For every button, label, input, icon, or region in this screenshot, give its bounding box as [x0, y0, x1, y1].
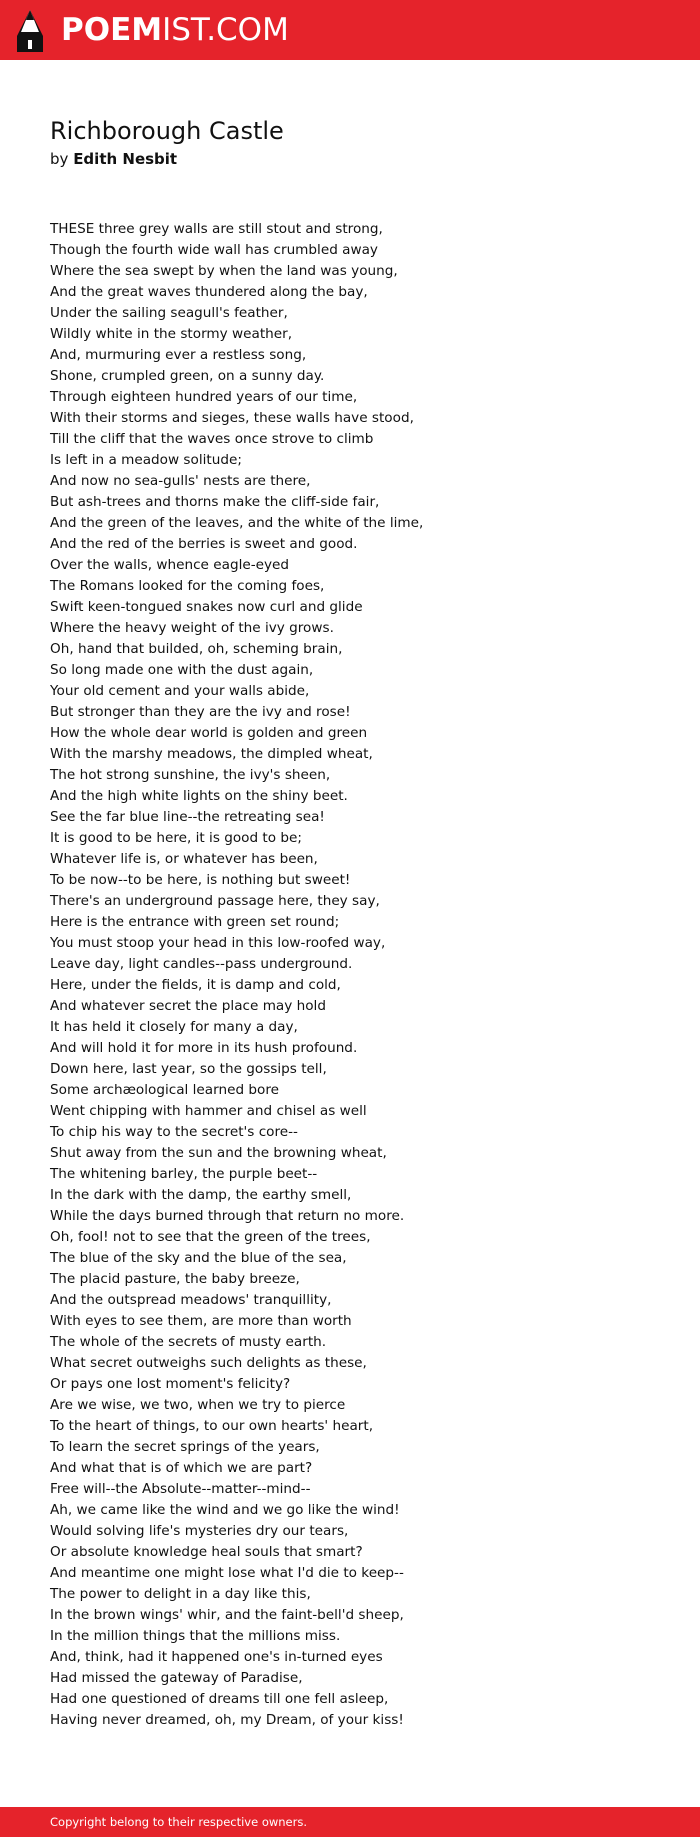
- poem-line: Having never dreamed, oh, my Dream, of your kiss!: [50, 1712, 404, 1728]
- poem-line: The Romans looked for the coming foes,: [50, 578, 325, 594]
- poem-line: You must stoop your head in this low-roofed way,: [50, 935, 386, 951]
- poem-line: And the outspread meadows' tranquillity,: [50, 1292, 332, 1308]
- poem-line: Till the cliff that the waves once strove to climb: [50, 431, 374, 447]
- poem-line: With eyes to see them, are more than worth: [50, 1313, 352, 1329]
- poem-line: Oh, hand that builded, oh, scheming brain,: [50, 641, 343, 657]
- poem-line: Shut away from the sun and the browning wheat,: [50, 1145, 387, 1161]
- site-logo[interactable]: [61, 11, 289, 49]
- poem-line: Down here, last year, so the gossips tell,: [50, 1061, 327, 1077]
- poem-line: And what that is of which we are part?: [50, 1460, 313, 1476]
- poem-line: Where the sea swept by when the land was young,: [50, 263, 398, 279]
- poem-line: To be now--to be here, is nothing but sweet!: [50, 872, 351, 888]
- poem-line: And, murmuring ever a restless song,: [50, 347, 307, 363]
- poem-line: In the million things that the millions miss.: [50, 1628, 341, 1644]
- poem-line: Went chipping with hammer and chisel as well: [50, 1103, 367, 1119]
- poem-line: Over the walls, whence eagle-eyed: [50, 557, 290, 573]
- poem-line: Is left in a meadow solitude;: [50, 452, 242, 468]
- byline: [50, 149, 177, 169]
- poem-line: Free will--the Absolute--matter--mind--: [50, 1481, 311, 1497]
- poem-body: [50, 219, 670, 1731]
- poem-line: And the high white lights on the shiny beet.: [50, 788, 348, 804]
- poem-line: With their storms and sieges, these walls have stood,: [50, 410, 414, 426]
- copyright-notice: Copyright belong to their respective owners.: [50, 1815, 308, 1829]
- poem-line: Under the sailing seagull's feather,: [50, 305, 288, 321]
- poem-line: Whatever life is, or whatever has been,: [50, 851, 318, 867]
- poem-line: In the brown wings' whir, and the faint-bell'd sheep,: [50, 1607, 404, 1623]
- site-header: [0, 0, 700, 60]
- poem-line: And will hold it for more in its hush profound.: [50, 1040, 358, 1056]
- poem-line: Through eighteen hundred years of our time,: [50, 389, 358, 405]
- poem-line: The placid pasture, the baby breeze,: [50, 1271, 300, 1287]
- poem-line: The power to delight in a day like this,: [50, 1586, 311, 1602]
- poem-line: THESE three grey walls are still stout and strong,: [50, 221, 383, 237]
- logo-text-bold: POEM: [61, 12, 163, 48]
- poem-line: And meantime one might lose what I'd die to keep--: [50, 1565, 404, 1581]
- poem-line: Your old cement and your walls abide,: [50, 683, 310, 699]
- poem-line: See the far blue line--the retreating sea!: [50, 809, 325, 825]
- poem-line: Or pays one lost moment's felicity?: [50, 1376, 291, 1392]
- poem-line: But stronger than they are the ivy and rose!: [50, 704, 351, 720]
- poem-line: Wildly white in the stormy weather,: [50, 326, 293, 342]
- poem-line: Where the heavy weight of the ivy grows.: [50, 620, 334, 636]
- poem-line: Some archæological learned bore: [50, 1082, 279, 1098]
- poem-line: Or absolute knowledge heal souls that smart?: [50, 1544, 363, 1560]
- poem-line: And whatever secret the place may hold: [50, 998, 326, 1014]
- poem-line: The whitening barley, the purple beet--: [50, 1166, 318, 1182]
- poem-line: The whole of the secrets of musty earth.: [50, 1334, 327, 1350]
- poem-line: It has held it closely for many a day,: [50, 1019, 298, 1035]
- poem-line: Had one questioned of dreams till one fell asleep,: [50, 1691, 389, 1707]
- poem-line: Here, under the fields, it is damp and cold,: [50, 977, 341, 993]
- poem-line: To the heart of things, to our own hearts' heart,: [50, 1418, 374, 1434]
- poem-line: The hot strong sunshine, the ivy's sheen,: [50, 767, 331, 783]
- poem-line: Shone, crumpled green, on a sunny day.: [50, 368, 325, 384]
- poem-line: Here is the entrance with green set round;: [50, 914, 340, 930]
- poem-line: And the great waves thundered along the bay,: [50, 284, 368, 300]
- poem-line: And the green of the leaves, and the white of the lime,: [50, 515, 424, 531]
- poem-line: So long made one with the dust again,: [50, 662, 314, 678]
- poem-line: Ah, we came like the wind and we go like the wind!: [50, 1502, 400, 1518]
- poem-line: There's an underground passage here, they say,: [50, 893, 380, 909]
- poem-line: The blue of the sky and the blue of the sea,: [50, 1250, 347, 1266]
- poem-line: While the days burned through that return no more.: [50, 1208, 405, 1224]
- site-footer: [0, 1807, 700, 1837]
- poem-line: Leave day, light candles--pass underground.: [50, 956, 353, 972]
- pencil-tip-icon[interactable]: [17, 10, 43, 52]
- poem-line: In the dark with the damp, the earthy smell,: [50, 1187, 352, 1203]
- poem-line: It is good to be here, it is good to be;: [50, 830, 302, 846]
- poem-line: And, think, had it happened one's in-turned eyes: [50, 1649, 383, 1665]
- poem-line: How the whole dear world is golden and green: [50, 725, 368, 741]
- poem-line: And the red of the berries is sweet and good.: [50, 536, 358, 552]
- poem-line: To learn the secret springs of the years,: [50, 1439, 320, 1455]
- poem-line: To chip his way to the secret's core--: [50, 1124, 298, 1140]
- poem-line: Swift keen-tongued snakes now curl and glide: [50, 599, 363, 615]
- poem-line: Are we wise, we two, when we try to pierce: [50, 1397, 346, 1413]
- poem-line: Oh, fool! not to see that the green of the trees,: [50, 1229, 371, 1245]
- poem-line: But ash-trees and thorns make the cliff-side fair,: [50, 494, 380, 510]
- poem-line: Would solving life's mysteries dry our tears,: [50, 1523, 349, 1539]
- byline-prefix: by: [50, 150, 69, 168]
- poem-title: Richborough Castle: [50, 117, 284, 145]
- poem-line: With the marshy meadows, the dimpled wheat,: [50, 746, 373, 762]
- poem-line: Had missed the gateway of Paradise,: [50, 1670, 303, 1686]
- poem-line: Though the fourth wide wall has crumbled away: [50, 242, 378, 258]
- poem-line: And now no sea-gulls' nests are there,: [50, 473, 311, 489]
- logo-text-light: IST.COM: [162, 12, 289, 48]
- poem-line: What secret outweighs such delights as these,: [50, 1355, 367, 1371]
- author-name: Edith Nesbit: [73, 150, 178, 168]
